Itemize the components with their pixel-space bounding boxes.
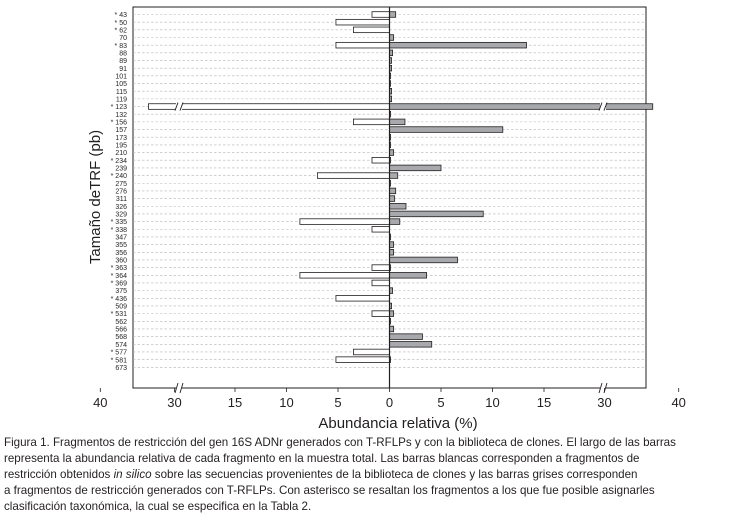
y-tick-label: 673: [115, 364, 127, 372]
white-bar: [336, 295, 390, 301]
y-tick-label: * 531: [110, 311, 127, 319]
y-tick-label: 326: [115, 203, 127, 211]
x-tick-label: 5: [334, 395, 342, 410]
white-bar: [336, 357, 390, 363]
caption-line-3-end: sobre las secuencias provenientes de la biblioteca de clones y las barras grises corresponden: [151, 468, 638, 481]
y-tick-label: 105: [115, 81, 127, 89]
y-tick-label: 195: [115, 142, 127, 150]
y-tick-label: 276: [115, 188, 127, 196]
caption-italic-in-silico: in silico: [113, 468, 152, 481]
x-tick-label: 40: [93, 395, 108, 410]
gray-bar: [390, 188, 396, 194]
y-tick-label: 239: [115, 165, 127, 173]
y-tick-label: 88: [119, 50, 127, 58]
y-tick-label: 574: [115, 341, 127, 349]
axis-break-right: [599, 382, 607, 394]
gray-bar: [390, 12, 396, 18]
gray-bar: [390, 173, 398, 179]
white-bar: [372, 12, 390, 18]
white-bar: [353, 27, 389, 33]
gray-bar: [390, 334, 423, 340]
y-tick-label: 568: [115, 334, 127, 342]
white-bar: [372, 265, 390, 271]
x-tick-label: 30: [597, 395, 612, 410]
y-tick-label: * 240: [110, 173, 127, 181]
gray-bar: [390, 219, 400, 225]
x-tick-label: 10: [279, 395, 294, 410]
y-tick-label: 115: [115, 88, 127, 96]
gray-bar: [390, 257, 458, 263]
y-tick-label: 355: [115, 242, 127, 250]
caption-line-5: clasificación taxonómica, la cual se especifica en la Tabla 2.: [4, 500, 312, 513]
bar-break-right: [599, 102, 607, 112]
y-tick-label: 375: [115, 288, 127, 296]
white-bar: [336, 42, 390, 48]
white-bar: [372, 157, 390, 163]
x-tick-label: 5: [437, 395, 445, 410]
gray-bar: [390, 35, 394, 41]
y-axis-label: Tamaño deTRF (pb): [87, 129, 104, 265]
gray-bar: [390, 104, 653, 110]
white-bar: [317, 173, 389, 179]
y-tick-label: 101: [115, 73, 127, 81]
y-tick-label: * 50: [114, 19, 127, 27]
y-tick-label: 89: [119, 58, 127, 66]
y-tick-label: 210: [115, 150, 127, 158]
gray-bar: [390, 242, 394, 248]
y-tick-label: * 577: [110, 349, 127, 357]
white-bar: [372, 280, 390, 286]
y-tick-label: 275: [115, 180, 127, 188]
y-tick-label: 132: [115, 111, 127, 119]
white-bar: [300, 219, 390, 225]
caption-line-3-start: restricción obtenidos: [4, 468, 114, 481]
white-bar: [300, 272, 390, 278]
y-tick-label: 119: [115, 96, 127, 104]
bars: [149, 12, 653, 363]
caption-line-1: Figura 1. Fragmentos de restricción del gen 16S ADNr generados con T-RFLPs y con la biblioteca de clones. El largo de las barras: [4, 436, 676, 449]
gray-bar: [390, 249, 394, 255]
white-bar: [372, 226, 390, 232]
y-tick-label: * 369: [110, 280, 127, 288]
y-tick-label: 157: [115, 127, 127, 135]
gray-bar: [390, 196, 395, 202]
gray-bar: [390, 203, 406, 209]
gray-bar: [390, 342, 432, 348]
y-tick-label: * 83: [114, 42, 127, 50]
figure-caption: [4, 435, 742, 515]
y-tick-label: * 156: [110, 119, 127, 127]
y-tick-label: 562: [115, 318, 127, 326]
white-bar: [149, 104, 390, 110]
gray-bar: [390, 311, 394, 317]
y-tick-label: 347: [115, 234, 127, 242]
axis-break-left: [175, 382, 183, 394]
y-tick-label: * 364: [110, 272, 127, 280]
y-tick-label: 173: [115, 134, 127, 142]
gray-bar: [390, 211, 484, 217]
x-axis-label: Abundancia relativa (%): [318, 415, 478, 432]
gray-bar: [390, 272, 427, 278]
y-tick-label: * 338: [110, 226, 127, 234]
y-tick-labels: [111, 12, 127, 372]
y-tick-label: * 123: [110, 104, 127, 112]
y-tick-label: 360: [115, 257, 127, 265]
x-tick-label: 40: [671, 395, 686, 410]
y-tick-label: 509: [115, 303, 127, 311]
y-tick-label: 91: [119, 65, 127, 73]
y-tick-label: * 62: [114, 27, 127, 35]
white-bar: [353, 119, 389, 125]
x-tick-label: 15: [227, 395, 243, 410]
y-tick-label: 356: [115, 249, 127, 257]
white-bar: [353, 349, 389, 355]
y-tick-label: 329: [115, 211, 127, 219]
x-tick-label: 15: [536, 395, 552, 410]
gray-bar: [390, 326, 394, 332]
y-tick-label: * 335: [110, 219, 127, 227]
white-bar: [372, 311, 390, 317]
y-tick-label: * 234: [110, 157, 127, 165]
caption-line-4: a fragmentos de restricción generados con T-RFLPs. Con asterisco se resaltan los fragmentos a los que fue posible asignarles: [4, 484, 655, 497]
y-tick-label: 70: [119, 35, 127, 43]
gray-bar: [390, 119, 405, 125]
gray-bar: [390, 165, 442, 171]
gray-bar: [390, 150, 394, 156]
bar-break-left: [175, 102, 183, 112]
y-tick-label: * 581: [110, 357, 127, 365]
x-tick-label: 0: [385, 395, 394, 410]
y-tick-label: * 363: [110, 265, 127, 273]
gray-bar: [390, 42, 527, 48]
y-tick-label: * 43: [114, 12, 127, 20]
x-tick-label: 10: [485, 395, 500, 410]
y-tick-label: * 436: [110, 295, 127, 303]
caption-line-2: representa la abundancia relativa de cada fragmento en la muestra total. Las barras blancas corresponden a fragmentos de: [4, 452, 640, 465]
gray-bar: [390, 127, 503, 133]
x-tick-label: 30: [167, 395, 182, 410]
y-tick-label: 566: [115, 326, 127, 334]
y-tick-label: 311: [115, 196, 127, 204]
white-bar: [336, 19, 390, 25]
